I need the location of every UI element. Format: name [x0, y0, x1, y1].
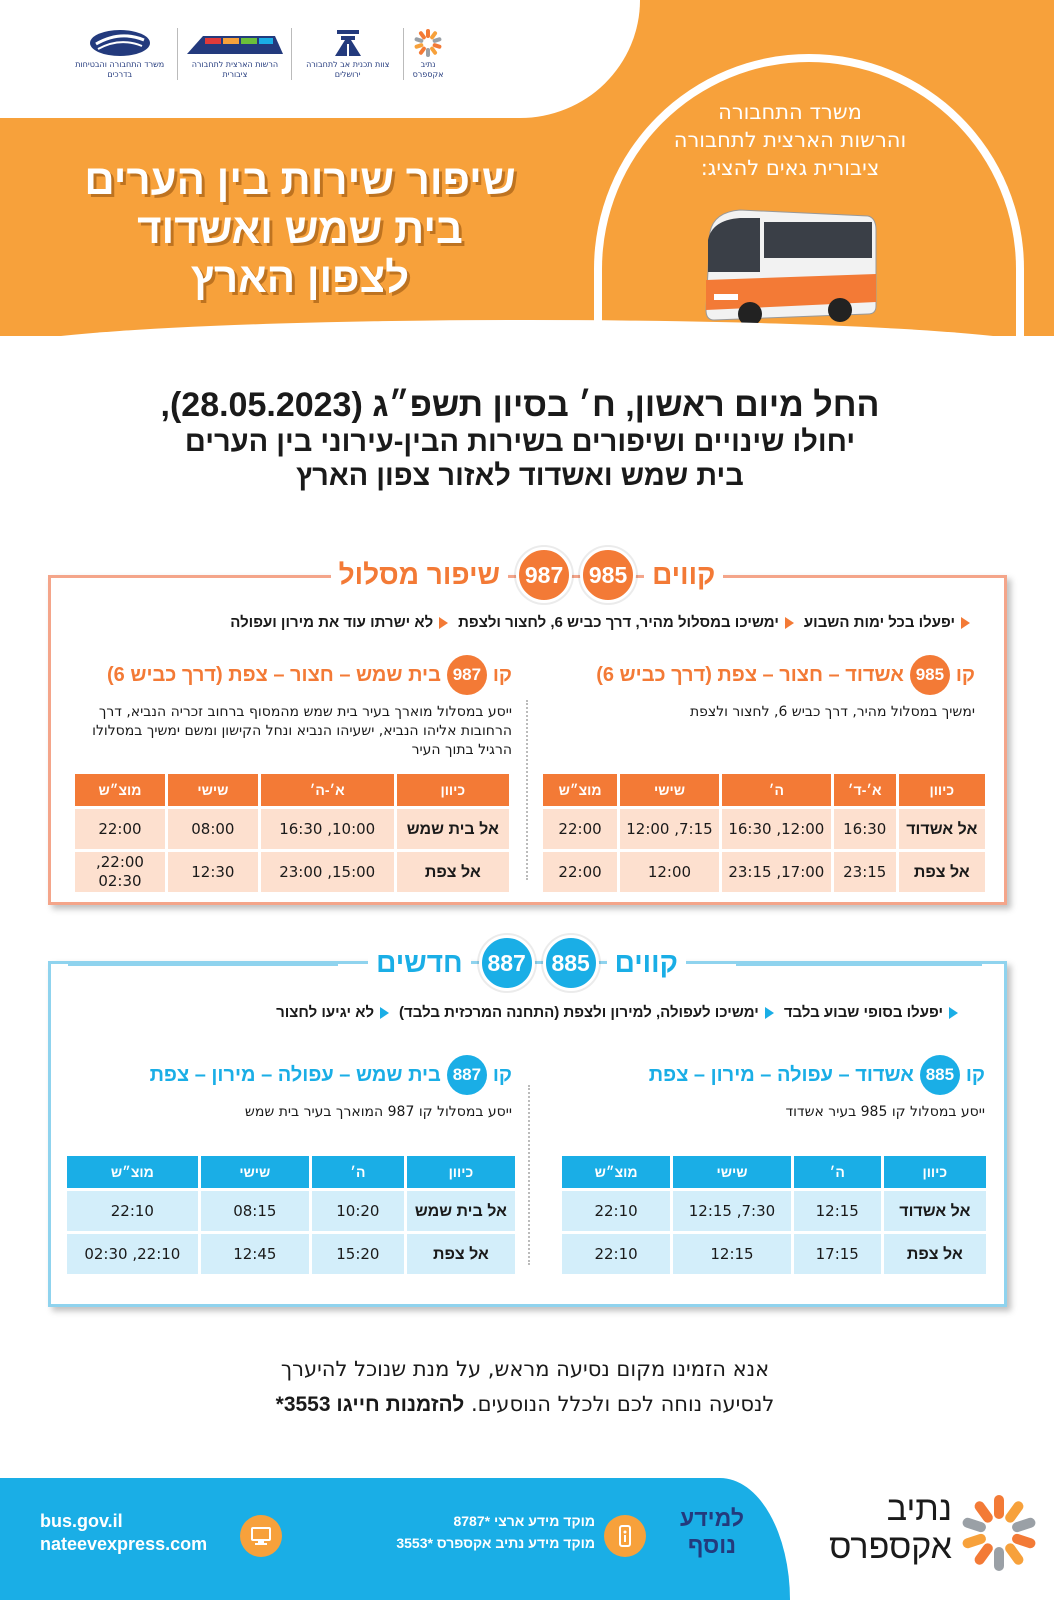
nateev-express-brand: נתיב אקספרס — [829, 1490, 952, 1566]
route-987-section — [82, 655, 512, 760]
nateev-express-link[interactable]: nateevexpress.com — [40, 1534, 208, 1554]
route-985-section — [545, 655, 975, 722]
route-885-section — [555, 1055, 985, 1122]
route-badge-987: 987 — [516, 547, 572, 603]
ministry-of-transport-logo: משרד התחבורה והבטיחות בדרכים — [62, 28, 177, 79]
route-885-description: ייסע במסלול קו 985 בעיר אשדוד — [785, 1104, 985, 1120]
websites — [40, 1510, 230, 1556]
nateev-sunburst-logo-icon — [958, 1492, 1040, 1574]
route-987-description: ייסע במסלול מוארך בעיר בית שמש מהמסוף ברחוב זכריה הנביא, דרך הרחובות אליהו הנביא, ישעיהו הנביא ונחל הקישון ומשם ימשיך במסלולו הרגיל בתוך העיר — [92, 704, 512, 758]
new-routes-bullets — [118, 1004, 958, 1021]
triangle-bullet-icon — [949, 1007, 958, 1019]
heading-rule — [742, 575, 982, 578]
nateev-express-small-logo: נתיב אקספרס — [404, 28, 452, 79]
column-divider — [526, 700, 528, 880]
route-887-title: קו 887 בית שמש – עפולה – מירון – צפת — [82, 1055, 512, 1095]
triangle-bullet-icon — [785, 617, 794, 629]
route-badge-985: 985 — [910, 655, 950, 695]
route-885-title: קו 885 אשדוד – עפולה – מירון – צפת — [555, 1055, 985, 1095]
heading-rule — [736, 963, 982, 966]
route-badge-887: 887 — [479, 935, 535, 991]
table-row: אל צפת 23:15 17:00, 23:15 12:00 22:00 — [543, 852, 985, 892]
new-routes-heading: קווים 885 887 חדשים — [0, 935, 1054, 991]
table-row: אל בית שמש 10:20 08:15 22:10 — [67, 1191, 515, 1231]
bullet-item: ימשיכו לעפולה, למירון ולצפת (התחנה המרכזית בלבד) — [399, 1004, 774, 1021]
more-info-title: למידע נוסף — [680, 1505, 744, 1558]
table-header-row: כיוון א׳-ד׳ ה׳ שישי מוצ״ש — [543, 774, 985, 806]
main-title: שיפור שירות בין הערים בית שמש ואשדוד לצפון הארץ — [84, 156, 516, 301]
table-header-row: כיוון א׳-ה׳ שישי מוצ״ש — [75, 774, 509, 806]
route-887-section — [82, 1055, 512, 1122]
improved-routes-heading: קווים 985 987 שיפור מסלול — [0, 547, 1054, 603]
route-badge-987: 987 — [447, 655, 487, 695]
triangle-bullet-icon — [439, 617, 448, 629]
heading-rule — [68, 963, 338, 966]
route-badge-887: 887 — [447, 1055, 487, 1095]
logo-divider — [177, 28, 178, 80]
partner-logos — [62, 22, 452, 86]
route-985-timetable — [540, 771, 988, 895]
table-header-row: כיוון ה׳ שישי מוצ״ש — [562, 1156, 986, 1188]
triangle-bullet-icon — [765, 1007, 774, 1019]
column-divider — [528, 1085, 530, 1265]
bus-gov-link[interactable]: bus.gov.il — [40, 1511, 123, 1531]
bus-image — [700, 202, 880, 330]
computer-icon — [240, 1515, 282, 1557]
bullet-item: יפעלו בכל ימות השבוע — [804, 614, 970, 631]
table-row: אל צפת 17:15 12:15 22:10 — [562, 1234, 986, 1274]
triangle-bullet-icon — [380, 1007, 389, 1019]
route-887-description: ייסע במסלול קו 987 המוארך בעיר בית שמש — [244, 1104, 512, 1120]
route-887-timetable — [64, 1153, 518, 1277]
booking-notice: אנא הזמינו מקום נסיעה מראש, על מנת שנוכל להיערך לנסיעה נוחה לכם ולכלל הנוסעים. להזמנות חייגו 3553* — [150, 1352, 900, 1422]
heading-rule — [68, 575, 308, 578]
booking-notice-line2: לנסיעה נוחה לכם ולכלל הנוסעים. להזמנות חייגו 3553* — [275, 1392, 775, 1416]
bullet-item: יפעלו בסופי שבוע בלבד — [784, 1004, 958, 1021]
national-public-transport-authority-logo: הרשות הארצית לתחבורה ציבורית — [178, 28, 291, 79]
logo-divider — [291, 28, 292, 80]
info-hotlines: מוקד מידע ארצי *8787 מוקד מידע נתיב אקספרס *3553 — [396, 1513, 595, 1551]
table-row: אל בית שמש 10:00, 16:30 08:00 22:00 — [75, 809, 509, 849]
route-985-title: קו 985 אשדוד – חצור – צפת (דרך כביש 6) — [545, 655, 975, 695]
route-987-title: קו 987 בית שמש – חצור – צפת (דרך כביש 6) — [82, 655, 512, 695]
logo-divider — [403, 28, 404, 80]
bullet-item: ימשיכו במסלול מהיר, דרך כביש 6, לחצור ולצפת — [458, 614, 794, 631]
bullet-item: לא יגיעו לחצור — [276, 1004, 389, 1021]
route-badge-885: 885 — [920, 1055, 960, 1095]
table-header-row: כיוון ה׳ שישי מוצ״ש — [67, 1156, 515, 1188]
triangle-bullet-icon — [961, 617, 970, 629]
sunburst-icon — [413, 28, 443, 58]
route-badge-985: 985 — [580, 547, 636, 603]
route-985-description: ימשיך במסלול מהיר, דרך כביש 6, לחצור ולצפת — [689, 704, 975, 720]
table-row: אל צפת 15:00, 23:00 12:30 22:00, 02:30 — [75, 852, 509, 892]
route-885-timetable — [559, 1153, 989, 1277]
route-badge-885: 885 — [543, 935, 599, 991]
table-row: אל צפת 15:20 12:45 22:10, 02:30 — [67, 1234, 515, 1274]
table-row: אל אשדוד 12:15 7:30, 12:15 22:10 — [562, 1191, 986, 1231]
announcement: החל מיום ראשון, ח׳ בסיון תשפ״ג (28.05.2023), יחולו שינויים ושיפורים בשירות הבין-עירוני בין הערים בית שמש ואשדוד לאזור צפון הארץ — [160, 386, 880, 492]
table-row: אל אשדוד 16:30 12:00, 16:30 7:15, 12:00 22:00 — [543, 809, 985, 849]
bullet-item: לא ישרתו עוד את מירון ועפולה — [230, 614, 448, 631]
info-phone-icon — [604, 1515, 646, 1557]
improved-routes-bullets — [70, 614, 970, 631]
ministry-presents-text: משרד התחבורה והרשות הארצית לתחבורה ציבורית גאים להציג: — [673, 100, 907, 180]
route-987-timetable — [72, 771, 512, 895]
jerusalem-master-plan-logo: צוות תכנית אב לתחבורה ירושלים — [292, 28, 403, 79]
